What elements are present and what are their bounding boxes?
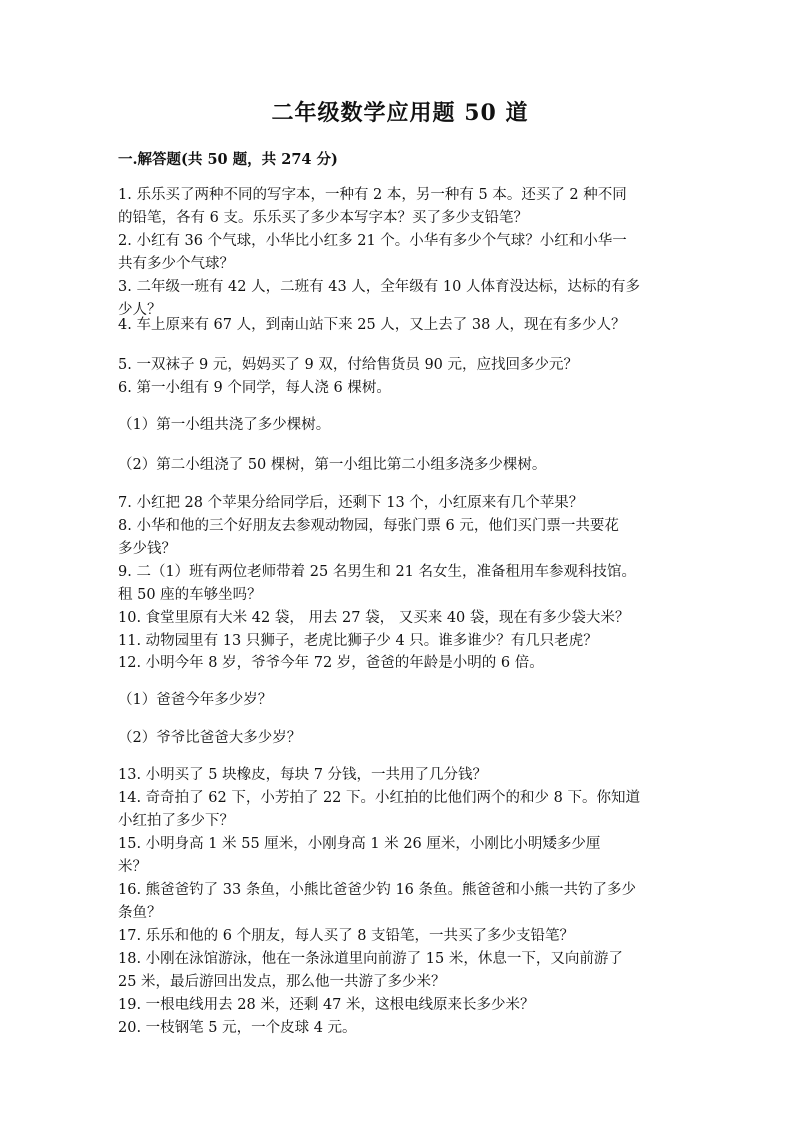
text-line: 17. 乐乐和他的 6 个朋友，每人买了 8 支铅笔，一共买了多少支铅笔？ <box>118 928 575 944</box>
text-line: 6. 第一小组有 9 个同学，每人浇 6 棵树。 <box>118 380 391 396</box>
text-line: 15. 小明身高 1 米 55 厘米，小刚身高 1 米 26 厘米，小刚比小明矮多少厘 <box>118 836 601 852</box>
text-line: 5. 一双袜子 9 元，妈妈买了 9 双，付给售货员 90 元，应找回多少元？ <box>118 357 578 373</box>
text-line: 条鱼？ <box>118 905 162 921</box>
sub-question: （2）第二小组浇了 50 棵树，第一小组比第二小组多浇多少棵树。 <box>118 457 547 473</box>
text-line: 3. 二年级一班有 42 人，二班有 43 人，全年级有 10 人体育没达标，达标的有多 <box>118 279 640 295</box>
text-line: 19. 一根电线用去 28 米，还剩 47 米，这根电线原来长多少米？ <box>118 997 535 1013</box>
text-line: 10. 食堂里原有大米 42 袋， 用去 27 袋， 又买来 40 袋，现在有多少袋大米？ <box>118 610 630 626</box>
text-line: 9. 二（1）班有两位老师带着 25 名男生和 21 名女生，准备租用车参观科技馆。 <box>118 564 637 580</box>
text-line: 4. 车上原来有 67 人，到南山站下来 25 人，又上去了 38 人，现在有多少人？ <box>118 317 626 333</box>
sub-question: （2）爷爷比爸爸大多少岁？ <box>118 730 302 746</box>
text-line: 18. 小刚在泳馆游泳，他在一条泳道里向前游了 15 米，休息一下，又向前游了 <box>118 951 623 967</box>
text-line: 米？ <box>118 859 147 875</box>
text-line: 共有多少个气球？ <box>118 256 234 272</box>
text-line: 20. 一枝钢笔 5 元，一个皮球 4 元。 <box>118 1020 357 1036</box>
text-line: 25 米，最后游回出发点，那么他一共游了多少米？ <box>118 974 446 990</box>
text-line: 2. 小红有 36 个气球，小华比小红多 21 个。小华有多少个气球？小红和小华一 <box>118 233 627 249</box>
text-line: 14. 奇奇拍了 62 下，小芳拍了 22 下。小红拍的比他们两个的和少 8 下。你知道 <box>118 790 640 806</box>
text-line: 的铅笔，各有 6 支。乐乐买了多少本写字本？买了多少支铅笔？ <box>118 210 528 226</box>
text-line: 13. 小明买了 5 块橡皮，每块 7 分钱，一共用了几分钱？ <box>118 767 488 783</box>
page-title: 二年级数学应用题 50 道 <box>271 100 529 126</box>
sub-question: （1）爸爸今年多少岁？ <box>118 692 273 708</box>
section-heading: 一.解答题(共 50 题，共 274 分) <box>118 151 338 168</box>
text-line: 7. 小红把 28 个苹果分给同学后，还剩下 13 个，小红原来有几个苹果？ <box>118 495 584 511</box>
text-line: 8. 小华和他的三个好朋友去参观动物园，每张门票 6 元，他们买门票一共要花 <box>118 518 619 534</box>
text-line: 11. 动物园里有 13 只狮子，老虎比狮子少 4 只。谁多谁少？有几只老虎？ <box>118 633 598 649</box>
text-line: 16. 熊爸爸钓了 33 条鱼，小熊比爸爸少钓 16 条鱼。熊爸爸和小熊一共钓了多少 <box>118 882 637 898</box>
text-line: 小红拍了多少下？ <box>118 813 234 829</box>
text-line: 多少钱？ <box>118 541 176 557</box>
text-line: 12. 小明今年 8 岁，爷爷今年 72 岁，爸爸的年龄是小明的 6 倍。 <box>118 655 544 671</box>
sub-question: （1）第一小组共浇了多少棵树。 <box>118 417 331 433</box>
text-line: 1. 乐乐买了两种不同的写字本，一种有 2 本，另一种有 5 本。还买了 2 种不同 <box>118 187 627 203</box>
text-line: 租 50 座的车够坐吗？ <box>118 587 262 603</box>
text-line: 少人？ <box>118 302 162 318</box>
